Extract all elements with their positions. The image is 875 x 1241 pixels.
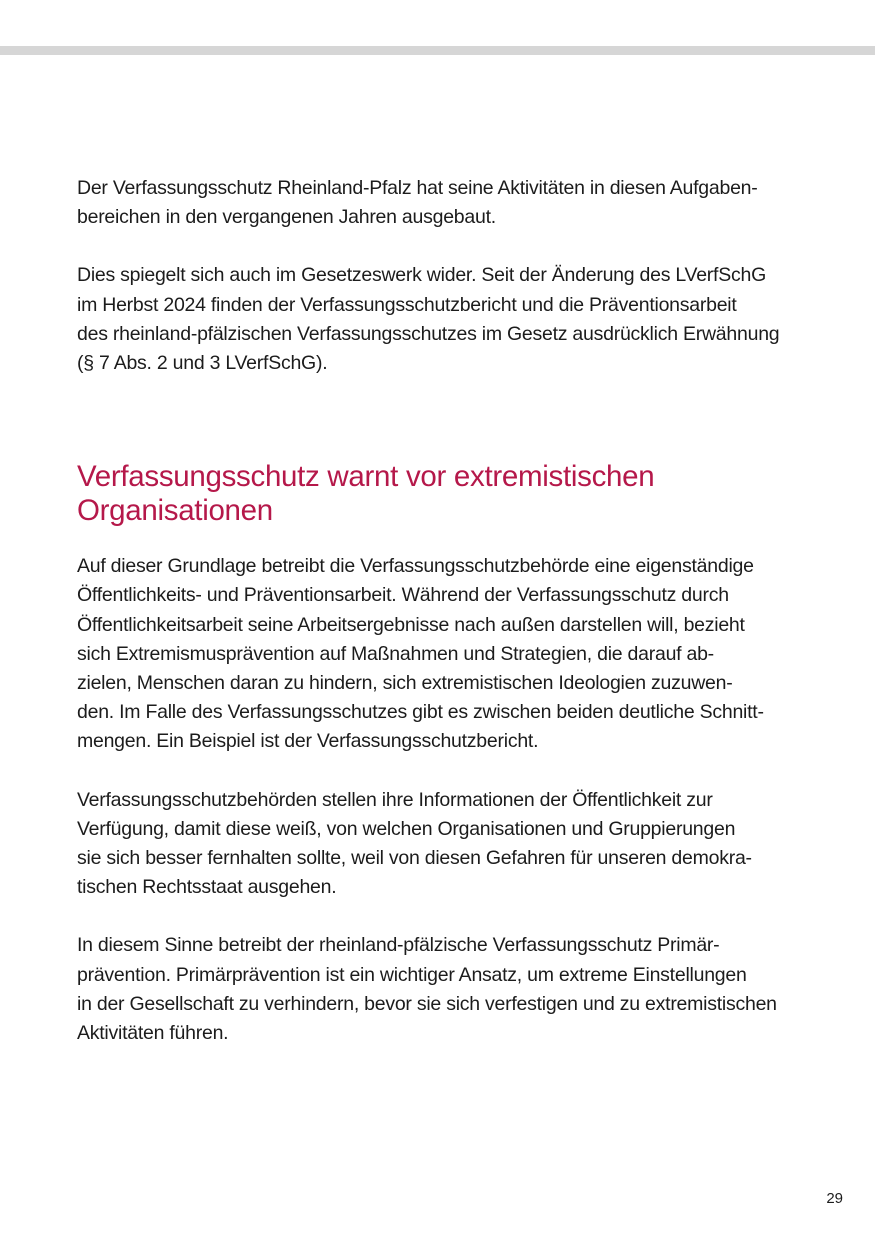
section-paragraph-1: [77, 552, 802, 756]
text-line: Der Verfassungsschutz Rheinland-Pfalz hat seine Aktivitäten in diesen Aufgaben-: [77, 177, 758, 199]
heading-line: Organisationen: [77, 494, 273, 528]
text-line: Öffentlichkeitsarbeit seine Arbeitsergebnisse nach außen darstellen will, bezieht: [77, 613, 745, 636]
text-line: (§ 7 Abs. 2 und 3 LVerfSchG).: [77, 352, 328, 375]
section-paragraph-2: [77, 786, 802, 903]
text-line: Aktivitäten führen.: [77, 1022, 229, 1045]
section-heading: [77, 460, 802, 528]
page-number: 29: [826, 1190, 843, 1207]
text-line: bereichen in den vergangenen Jahren ausgebaut.: [77, 206, 496, 229]
intro-paragraph-2: [77, 261, 802, 378]
text-line: zielen, Menschen daran zu hindern, sich extremistischen Ideologien zuzuwen-: [77, 672, 733, 695]
page-content: [77, 174, 802, 1048]
heading-line: Verfassungsschutz warnt vor extremistischen: [77, 460, 655, 494]
text-line: sich Extremismusprävention auf Maßnahmen und Strategien, die darauf ab-: [77, 642, 714, 665]
text-line: mengen. Ein Beispiel ist der Verfassungsschutzbericht.: [77, 730, 539, 753]
section-paragraph-3: [77, 931, 802, 1048]
text-line: prävention. Primärprävention ist ein wichtiger Ansatz, um extreme Einstellungen: [77, 963, 747, 986]
text-line: sie sich besser fernhalten sollte, weil von diesen Gefahren für unseren demokra-: [77, 847, 752, 870]
text-line: in der Gesellschaft zu verhindern, bevor sie sich verfestigen und zu extremistischen: [77, 992, 777, 1015]
text-line: den. Im Falle des Verfassungsschutzes gibt es zwischen beiden deutliche Schnitt-: [77, 701, 764, 724]
text-line: Auf dieser Grundlage betreibt die Verfassungsschutzbehörde eine eigenständige: [77, 555, 754, 578]
text-line: Öffentlichkeits- und Präventionsarbeit. Während der Verfassungsschutz durch: [77, 584, 729, 607]
header-rule: [0, 46, 875, 55]
text-line: Dies spiegelt sich auch im Gesetzeswerk wider. Seit der Änderung des LVerfSchG: [77, 264, 766, 287]
text-line: des rheinland-pfälzischen Verfassungsschutzes im Gesetz ausdrücklich Erwähnung: [77, 322, 780, 345]
text-line: Verfassungsschutzbehörden stellen ihre Informationen der Öffentlichkeit zur: [77, 788, 713, 811]
text-line: im Herbst 2024 finden der Verfassungsschutzbericht und die Präventionsarbeit: [77, 293, 737, 316]
intro-paragraph-1: [77, 174, 802, 232]
text-line: tischen Rechtsstaat ausgehen.: [77, 876, 337, 899]
text-line: In diesem Sinne betreibt der rheinland-pfälzische Verfassungsschutz Primär-: [77, 934, 720, 957]
text-line: Verfügung, damit diese weiß, von welchen Organisationen und Gruppierungen: [77, 817, 736, 840]
